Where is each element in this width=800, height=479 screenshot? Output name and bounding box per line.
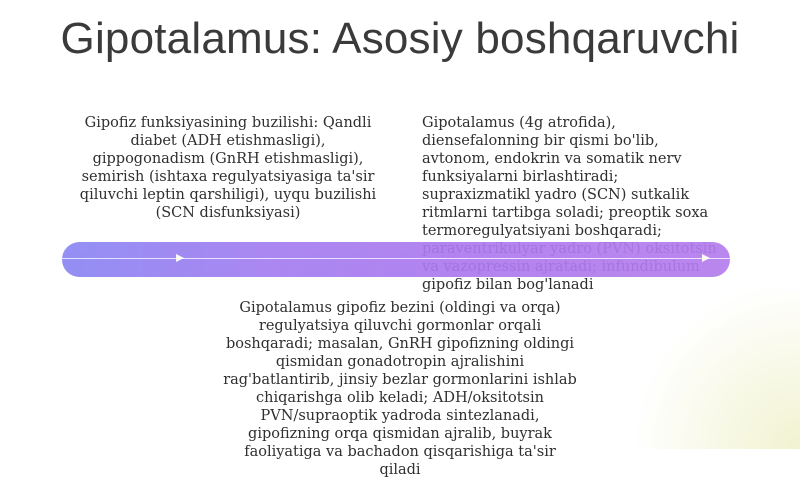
timeline-line (62, 258, 730, 259)
arrow-right-icon (176, 254, 184, 262)
note-pituitary-dysfunction: Gipofiz funksiyasining buzilishi: Qandli diabet (ADH etishmasligi), gippogonadism (GnRH etishmasligi), semirish (ishtaxa regulyatsiyasiga ta'sir qiluvchi leptin qarshiligi), uyqu buzilishi (SCN disfunksiyasi) (79, 115, 377, 221)
decorative-corner-glow (620, 289, 800, 449)
slide-title: Gipotalamus: Asosiy boshqaruvchi (60, 14, 740, 63)
arrow-right-icon (702, 254, 710, 262)
note-hypothalamus-overview: Gipotalamus (4g atrofida), diensefalonning bir qismi bo'lib, avtonom, endokrin va somatik nerv funksiyalarni birlashtiradi; supraxizmatikl yadro (SCN) sutkalik ritmlarni tartibga soladi; preoptik soxa termoregulyatsiyani boshqaradi; gipofiz bilan bog'lanadi (422, 115, 709, 293)
timeline-bar (62, 242, 730, 277)
note-pituitary-regulation: Gipotalamus gipofiz bezini (oldingi va orqa) regulyatsiya qiluvchi gormonlar orqali boshqaradi; masalan, GnRH gipofizning oldingi qismidan gonadotropin ajralishini rag'batlantirib, jinsiy bezlar gormonlarini ishlab chiqarishga olib keladi; ADH/oksitotsin PVN/supraoptik yadroda sintezlanadi, gipofizning orqa qismidan ajralib, buyrak faoliyatiga va bachadon qisqarishiga ta'sir qiladi (223, 300, 577, 478)
